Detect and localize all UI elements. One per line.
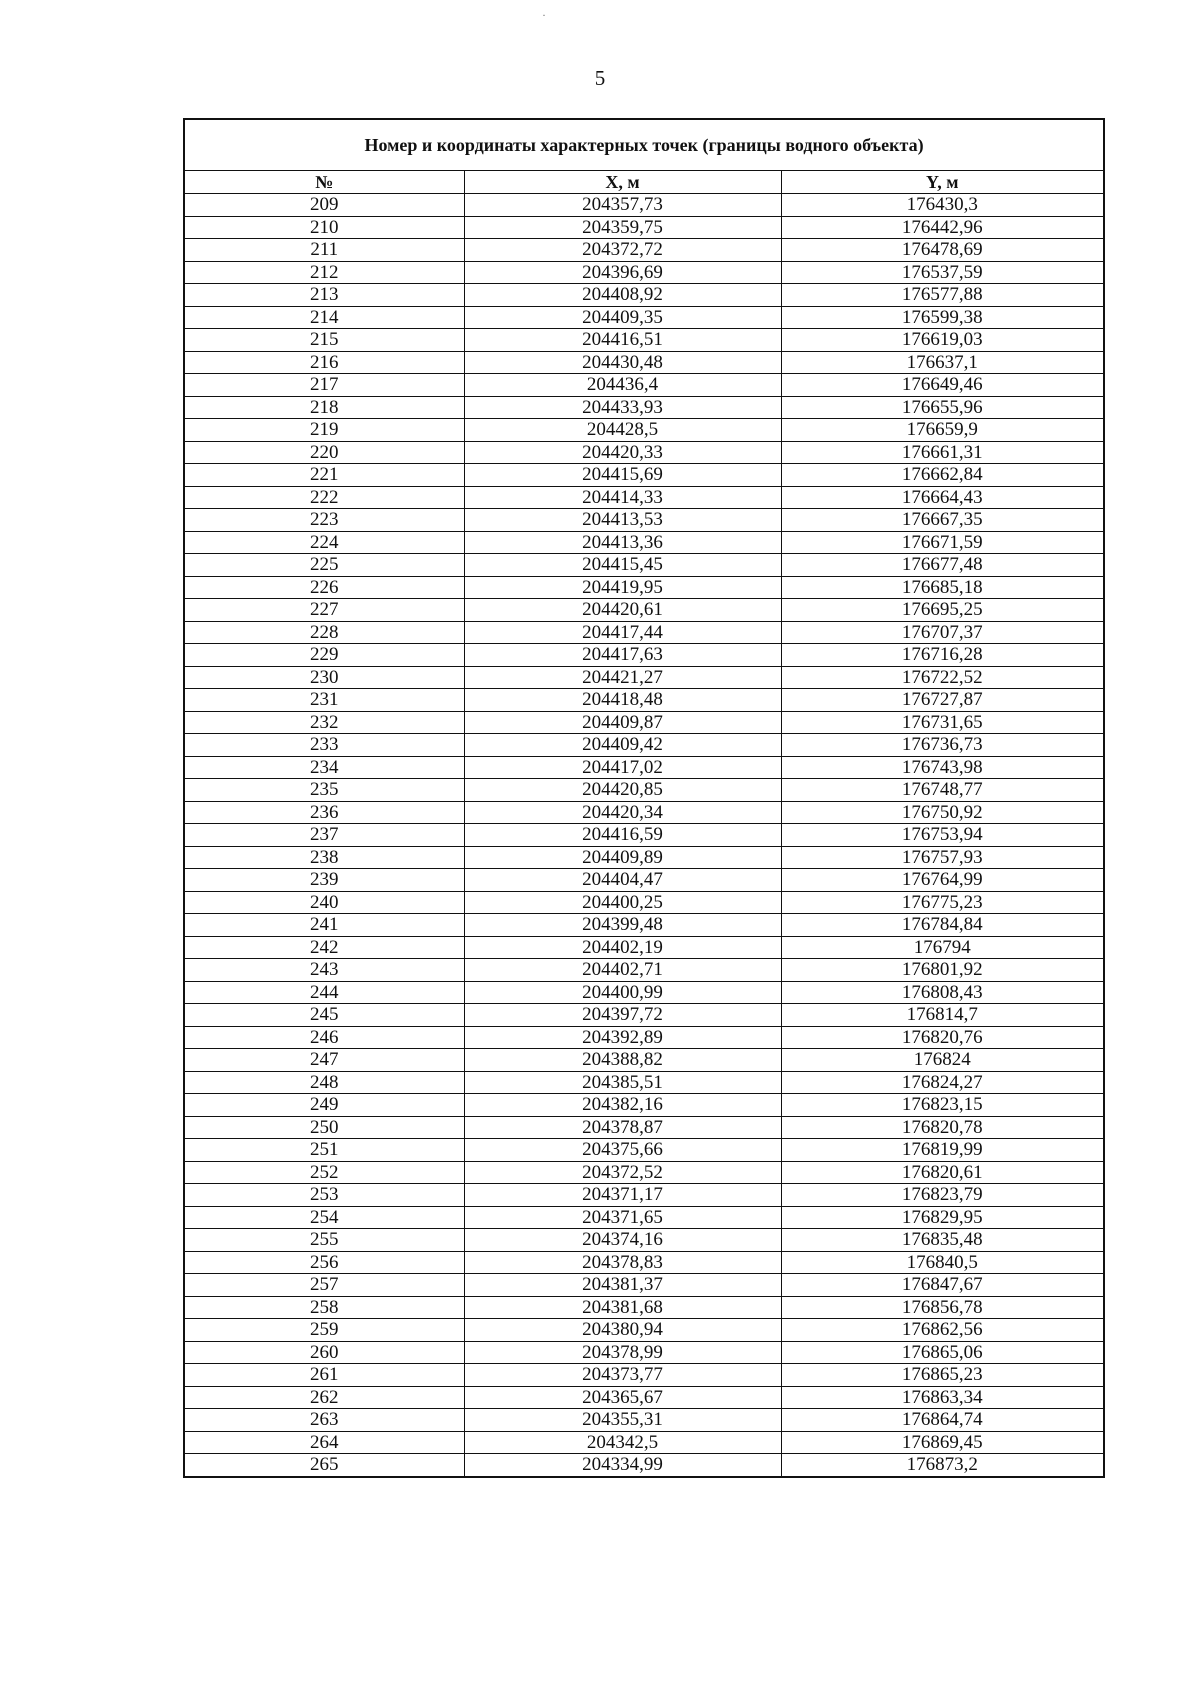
table-row — [184, 1071, 1104, 1094]
y-coordinate-cell: 176637,1 — [781, 351, 1104, 374]
x-coordinate-cell: 204371,17 — [464, 1184, 781, 1207]
y-coordinate-cell: 176824 — [781, 1049, 1104, 1072]
point-number-cell: 254 — [184, 1206, 464, 1229]
y-coordinate-cell: 176820,78 — [781, 1116, 1104, 1139]
y-coordinate-cell: 176722,52 — [781, 666, 1104, 689]
point-number-cell: 257 — [184, 1274, 464, 1297]
point-number-cell: 239 — [184, 869, 464, 892]
y-coordinate-cell: 176599,38 — [781, 306, 1104, 329]
table-row — [184, 1386, 1104, 1409]
table-row — [184, 1319, 1104, 1342]
y-coordinate-cell: 176865,23 — [781, 1364, 1104, 1387]
x-coordinate-cell: 204430,48 — [464, 351, 781, 374]
x-coordinate-cell: 204400,25 — [464, 891, 781, 914]
point-number-cell: 261 — [184, 1364, 464, 1387]
table-row — [184, 981, 1104, 1004]
table-row — [184, 239, 1104, 262]
point-number-cell: 216 — [184, 351, 464, 374]
table-row — [184, 1296, 1104, 1319]
y-coordinate-cell: 176667,35 — [781, 509, 1104, 532]
y-coordinate-cell: 176784,84 — [781, 914, 1104, 937]
column-header-y: Y, м — [781, 171, 1104, 194]
table-row — [184, 419, 1104, 442]
x-coordinate-cell: 204378,87 — [464, 1116, 781, 1139]
point-number-cell: 255 — [184, 1229, 464, 1252]
point-number-cell: 241 — [184, 914, 464, 937]
x-coordinate-cell: 204397,72 — [464, 1004, 781, 1027]
y-coordinate-cell: 176863,34 — [781, 1386, 1104, 1409]
y-coordinate-cell: 176537,59 — [781, 261, 1104, 284]
table-row — [184, 1049, 1104, 1072]
column-header-number: № — [184, 171, 464, 194]
table-row — [184, 306, 1104, 329]
point-number-cell: 263 — [184, 1409, 464, 1432]
point-number-cell: 262 — [184, 1386, 464, 1409]
x-coordinate-cell: 204413,53 — [464, 509, 781, 532]
x-coordinate-cell: 204421,27 — [464, 666, 781, 689]
point-number-cell: 226 — [184, 576, 464, 599]
point-number-cell: 248 — [184, 1071, 464, 1094]
x-coordinate-cell: 204436,4 — [464, 374, 781, 397]
y-coordinate-cell: 176661,31 — [781, 441, 1104, 464]
x-coordinate-cell: 204375,66 — [464, 1139, 781, 1162]
table-row — [184, 1184, 1104, 1207]
y-coordinate-cell: 176695,25 — [781, 599, 1104, 622]
table-row — [184, 1004, 1104, 1027]
y-coordinate-cell: 176619,03 — [781, 329, 1104, 352]
x-coordinate-cell: 204417,63 — [464, 644, 781, 667]
point-number-cell: 243 — [184, 959, 464, 982]
table-row — [184, 1139, 1104, 1162]
y-coordinate-cell: 176649,46 — [781, 374, 1104, 397]
point-number-cell: 222 — [184, 486, 464, 509]
y-coordinate-cell: 176869,45 — [781, 1431, 1104, 1454]
y-coordinate-cell: 176743,98 — [781, 756, 1104, 779]
x-coordinate-cell: 204420,61 — [464, 599, 781, 622]
point-number-cell: 219 — [184, 419, 464, 442]
table-row — [184, 576, 1104, 599]
table-row — [184, 666, 1104, 689]
table-row — [184, 959, 1104, 982]
table-row — [184, 509, 1104, 532]
point-number-cell: 211 — [184, 239, 464, 262]
point-number-cell: 221 — [184, 464, 464, 487]
y-coordinate-cell: 176794 — [781, 936, 1104, 959]
point-number-cell: 215 — [184, 329, 464, 352]
table-row — [184, 1364, 1104, 1387]
point-number-cell: 252 — [184, 1161, 464, 1184]
point-number-cell: 260 — [184, 1341, 464, 1364]
y-coordinate-cell: 176823,15 — [781, 1094, 1104, 1117]
y-coordinate-cell: 176753,94 — [781, 824, 1104, 847]
y-coordinate-cell: 176577,88 — [781, 284, 1104, 307]
point-number-cell: 256 — [184, 1251, 464, 1274]
table-row — [184, 1161, 1104, 1184]
x-coordinate-cell: 204400,99 — [464, 981, 781, 1004]
point-number-cell: 246 — [184, 1026, 464, 1049]
table-row — [184, 1431, 1104, 1454]
point-number-cell: 237 — [184, 824, 464, 847]
point-number-cell: 214 — [184, 306, 464, 329]
coordinates-table — [183, 118, 1105, 1478]
x-coordinate-cell: 204415,45 — [464, 554, 781, 577]
x-coordinate-cell: 204409,35 — [464, 306, 781, 329]
point-number-cell: 228 — [184, 621, 464, 644]
point-number-cell: 232 — [184, 711, 464, 734]
x-coordinate-cell: 204415,69 — [464, 464, 781, 487]
table-row — [184, 644, 1104, 667]
y-coordinate-cell: 176727,87 — [781, 689, 1104, 712]
point-number-cell: 212 — [184, 261, 464, 284]
table-row — [184, 846, 1104, 869]
x-coordinate-cell: 204380,94 — [464, 1319, 781, 1342]
x-coordinate-cell: 204392,89 — [464, 1026, 781, 1049]
y-coordinate-cell: 176671,59 — [781, 531, 1104, 554]
y-coordinate-cell: 176748,77 — [781, 779, 1104, 802]
point-number-cell: 217 — [184, 374, 464, 397]
table-row — [184, 284, 1104, 307]
point-number-cell: 229 — [184, 644, 464, 667]
y-coordinate-cell: 176664,43 — [781, 486, 1104, 509]
table-row — [184, 1251, 1104, 1274]
y-coordinate-cell: 176685,18 — [781, 576, 1104, 599]
page-number: 5 — [594, 66, 606, 90]
table-row — [184, 869, 1104, 892]
x-coordinate-cell: 204385,51 — [464, 1071, 781, 1094]
x-coordinate-cell: 204416,59 — [464, 824, 781, 847]
y-coordinate-cell: 176707,37 — [781, 621, 1104, 644]
point-number-cell: 224 — [184, 531, 464, 554]
x-coordinate-cell: 204419,95 — [464, 576, 781, 599]
table-row — [184, 824, 1104, 847]
y-coordinate-cell: 176814,7 — [781, 1004, 1104, 1027]
table-row — [184, 756, 1104, 779]
point-number-cell: 251 — [184, 1139, 464, 1162]
x-coordinate-cell: 204408,92 — [464, 284, 781, 307]
point-number-cell: 210 — [184, 216, 464, 239]
point-number-cell: 227 — [184, 599, 464, 622]
y-coordinate-cell: 176775,23 — [781, 891, 1104, 914]
point-number-cell: 265 — [184, 1454, 464, 1477]
x-coordinate-cell: 204417,02 — [464, 756, 781, 779]
x-coordinate-cell: 204416,51 — [464, 329, 781, 352]
table-row — [184, 261, 1104, 284]
y-coordinate-cell: 176442,96 — [781, 216, 1104, 239]
y-coordinate-cell: 176840,5 — [781, 1251, 1104, 1274]
x-coordinate-cell: 204365,67 — [464, 1386, 781, 1409]
x-coordinate-cell: 204402,19 — [464, 936, 781, 959]
table-row — [184, 599, 1104, 622]
y-coordinate-cell: 176820,61 — [781, 1161, 1104, 1184]
point-number-cell: 213 — [184, 284, 464, 307]
x-coordinate-cell: 204388,82 — [464, 1049, 781, 1072]
x-coordinate-cell: 204420,33 — [464, 441, 781, 464]
point-number-cell: 234 — [184, 756, 464, 779]
x-coordinate-cell: 204378,99 — [464, 1341, 781, 1364]
point-number-cell: 249 — [184, 1094, 464, 1117]
table-row — [184, 1454, 1104, 1477]
x-coordinate-cell: 204428,5 — [464, 419, 781, 442]
x-coordinate-cell: 204381,37 — [464, 1274, 781, 1297]
x-coordinate-cell: 204418,48 — [464, 689, 781, 712]
y-coordinate-cell: 176862,56 — [781, 1319, 1104, 1342]
y-coordinate-cell: 176808,43 — [781, 981, 1104, 1004]
point-number-cell: 225 — [184, 554, 464, 577]
x-coordinate-cell: 204420,85 — [464, 779, 781, 802]
y-coordinate-cell: 176659,9 — [781, 419, 1104, 442]
y-coordinate-cell: 176750,92 — [781, 801, 1104, 824]
x-coordinate-cell: 204409,42 — [464, 734, 781, 757]
y-coordinate-cell: 176865,06 — [781, 1341, 1104, 1364]
y-coordinate-cell: 176716,28 — [781, 644, 1104, 667]
x-coordinate-cell: 204357,73 — [464, 194, 781, 217]
x-coordinate-cell: 204378,83 — [464, 1251, 781, 1274]
column-header-x: X, м — [464, 171, 781, 194]
table-row — [184, 1229, 1104, 1252]
point-number-cell: 230 — [184, 666, 464, 689]
scan-speck: · — [542, 8, 546, 22]
y-coordinate-cell: 176820,76 — [781, 1026, 1104, 1049]
x-coordinate-cell: 204402,71 — [464, 959, 781, 982]
x-coordinate-cell: 204372,52 — [464, 1161, 781, 1184]
x-coordinate-cell: 204414,33 — [464, 486, 781, 509]
y-coordinate-cell: 176731,65 — [781, 711, 1104, 734]
point-number-cell: 236 — [184, 801, 464, 824]
y-coordinate-cell: 176864,74 — [781, 1409, 1104, 1432]
table-row — [184, 1026, 1104, 1049]
y-coordinate-cell: 176829,95 — [781, 1206, 1104, 1229]
table-row — [184, 396, 1104, 419]
y-coordinate-cell: 176823,79 — [781, 1184, 1104, 1207]
table-row — [184, 1274, 1104, 1297]
x-coordinate-cell: 204409,89 — [464, 846, 781, 869]
y-coordinate-cell: 176847,67 — [781, 1274, 1104, 1297]
x-coordinate-cell: 204417,44 — [464, 621, 781, 644]
x-coordinate-cell: 204342,5 — [464, 1431, 781, 1454]
point-number-cell: 253 — [184, 1184, 464, 1207]
table-row — [184, 531, 1104, 554]
x-coordinate-cell: 204372,72 — [464, 239, 781, 262]
point-number-cell: 245 — [184, 1004, 464, 1027]
x-coordinate-cell: 204399,48 — [464, 914, 781, 937]
x-coordinate-cell: 204381,68 — [464, 1296, 781, 1319]
x-coordinate-cell: 204433,93 — [464, 396, 781, 419]
y-coordinate-cell: 176764,99 — [781, 869, 1104, 892]
x-coordinate-cell: 204359,75 — [464, 216, 781, 239]
point-number-cell: 240 — [184, 891, 464, 914]
x-coordinate-cell: 204396,69 — [464, 261, 781, 284]
x-coordinate-cell: 204404,47 — [464, 869, 781, 892]
x-coordinate-cell: 204409,87 — [464, 711, 781, 734]
x-coordinate-cell: 204355,31 — [464, 1409, 781, 1432]
y-coordinate-cell: 176757,93 — [781, 846, 1104, 869]
table-row — [184, 779, 1104, 802]
point-number-cell: 264 — [184, 1431, 464, 1454]
table-row — [184, 1206, 1104, 1229]
table-row — [184, 711, 1104, 734]
point-number-cell: 209 — [184, 194, 464, 217]
y-coordinate-cell: 176835,48 — [781, 1229, 1104, 1252]
x-coordinate-cell: 204371,65 — [464, 1206, 781, 1229]
table-row — [184, 441, 1104, 464]
point-number-cell: 250 — [184, 1116, 464, 1139]
table-row — [184, 1116, 1104, 1139]
point-number-cell: 231 — [184, 689, 464, 712]
table-row — [184, 464, 1104, 487]
point-number-cell: 247 — [184, 1049, 464, 1072]
y-coordinate-cell: 176478,69 — [781, 239, 1104, 262]
point-number-cell: 244 — [184, 981, 464, 1004]
table-row — [184, 914, 1104, 937]
y-coordinate-cell: 176430,3 — [781, 194, 1104, 217]
y-coordinate-cell: 176677,48 — [781, 554, 1104, 577]
point-number-cell: 223 — [184, 509, 464, 532]
point-number-cell: 233 — [184, 734, 464, 757]
y-coordinate-cell: 176655,96 — [781, 396, 1104, 419]
table-row — [184, 486, 1104, 509]
point-number-cell: 218 — [184, 396, 464, 419]
x-coordinate-cell: 204382,16 — [464, 1094, 781, 1117]
y-coordinate-cell: 176824,27 — [781, 1071, 1104, 1094]
point-number-cell: 242 — [184, 936, 464, 959]
y-coordinate-cell: 176873,2 — [781, 1454, 1104, 1477]
x-coordinate-cell: 204373,77 — [464, 1364, 781, 1387]
table-row — [184, 351, 1104, 374]
x-coordinate-cell: 204413,36 — [464, 531, 781, 554]
point-number-cell: 235 — [184, 779, 464, 802]
point-number-cell: 238 — [184, 846, 464, 869]
point-number-cell: 259 — [184, 1319, 464, 1342]
table-body — [184, 194, 1104, 1477]
table-row — [184, 891, 1104, 914]
table-row — [184, 374, 1104, 397]
y-coordinate-cell: 176801,92 — [781, 959, 1104, 982]
table-row — [184, 689, 1104, 712]
x-coordinate-cell: 204374,16 — [464, 1229, 781, 1252]
table-row — [184, 936, 1104, 959]
y-coordinate-cell: 176736,73 — [781, 734, 1104, 757]
x-coordinate-cell: 204420,34 — [464, 801, 781, 824]
table-caption: Номер и координаты характерных точек (границы водного объекта) — [184, 119, 1104, 171]
table-row — [184, 1094, 1104, 1117]
table-row — [184, 329, 1104, 352]
y-coordinate-cell: 176819,99 — [781, 1139, 1104, 1162]
table-row — [184, 194, 1104, 217]
point-number-cell: 258 — [184, 1296, 464, 1319]
table-row — [184, 1409, 1104, 1432]
y-coordinate-cell: 176856,78 — [781, 1296, 1104, 1319]
table-header-row — [184, 171, 1104, 194]
table-row — [184, 554, 1104, 577]
y-coordinate-cell: 176662,84 — [781, 464, 1104, 487]
table-row — [184, 734, 1104, 757]
table-row — [184, 621, 1104, 644]
table-caption-row — [184, 119, 1104, 171]
table-row — [184, 1341, 1104, 1364]
table-row — [184, 216, 1104, 239]
point-number-cell: 220 — [184, 441, 464, 464]
table-row — [184, 801, 1104, 824]
x-coordinate-cell: 204334,99 — [464, 1454, 781, 1477]
